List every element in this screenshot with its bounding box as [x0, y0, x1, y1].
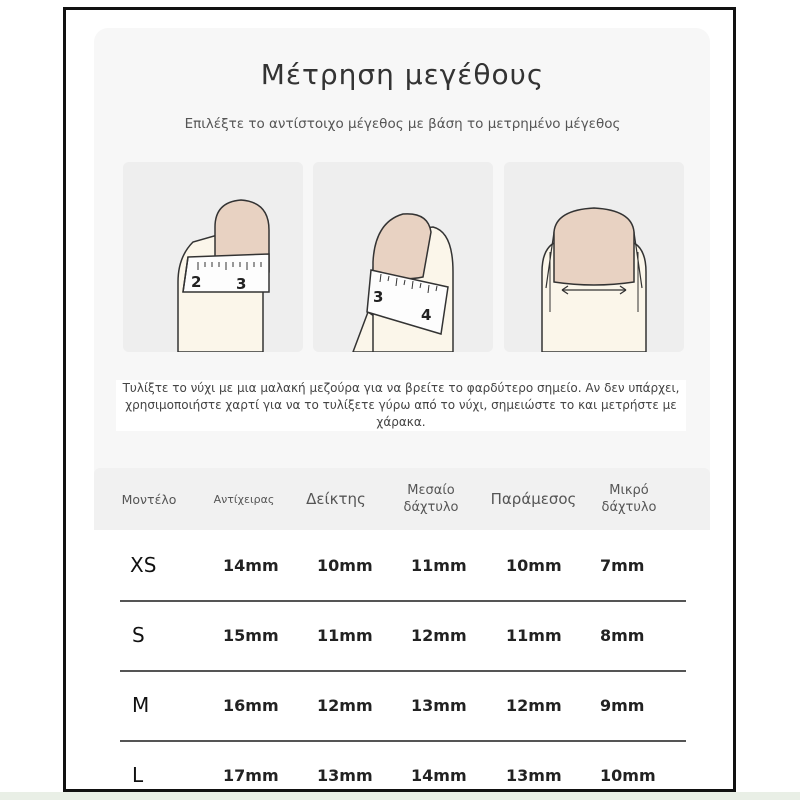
nail-width-illustration — [504, 162, 684, 352]
header-model: Μοντέλο — [121, 491, 177, 507]
cell-ring: 11mm — [506, 625, 562, 645]
page-subtitle: Επιλέξτε το αντίστοιχο μέγεθος με βάση το μετρημένο μέγεθος — [184, 116, 621, 132]
header-middle: Μεσαίο δάχτυλο — [403, 483, 459, 515]
finger-tape-illustration — [123, 162, 303, 352]
size-table — [94, 468, 710, 792]
figure-measure-width — [504, 162, 684, 352]
cell-little: 9mm — [600, 695, 645, 715]
cell-middle: 11mm — [411, 555, 467, 575]
header-ring: Παράμεσος — [490, 489, 577, 508]
cell-middle: 12mm — [411, 625, 467, 645]
size-guide-frame — [63, 7, 736, 792]
cell-middle: 14mm — [411, 765, 467, 785]
tape-mark: 4 — [421, 306, 432, 324]
cell-index: 12mm — [317, 695, 373, 715]
cell-thumb: 14mm — [223, 555, 279, 575]
cell-thumb: 17mm — [223, 765, 279, 785]
cell-index: 13mm — [317, 765, 373, 785]
cell-little: 8mm — [600, 625, 645, 645]
figure-measure-tape-side — [123, 162, 303, 352]
finger-tape-angle-illustration — [313, 162, 493, 352]
cell-index: 10mm — [317, 555, 373, 575]
table-row — [120, 530, 686, 602]
cell-ring: 13mm — [506, 765, 562, 785]
bottom-strip — [0, 792, 800, 800]
table-row — [120, 740, 686, 792]
table-row — [120, 670, 686, 742]
cell-middle: 13mm — [411, 695, 467, 715]
cell-ring: 12mm — [506, 695, 562, 715]
size-table-body — [94, 530, 710, 792]
header-little: Μικρό δάχτυλο — [601, 483, 657, 515]
header-thumb: Αντίχειρας — [213, 492, 275, 506]
cell-size: L — [132, 763, 144, 787]
figure-measure-tape-angle — [313, 162, 493, 352]
header-index: Δείκτης — [306, 489, 366, 508]
cell-little: 10mm — [600, 765, 656, 785]
cell-thumb: 15mm — [223, 625, 279, 645]
cell-ring: 10mm — [506, 555, 562, 575]
cell-little: 7mm — [600, 555, 645, 575]
cell-index: 11mm — [317, 625, 373, 645]
cell-size: S — [132, 623, 145, 647]
tape-mark: 3 — [373, 288, 384, 306]
tape-mark: 2 — [191, 273, 202, 291]
size-table-header — [94, 468, 710, 530]
page-title: Μέτρηση μεγέθους — [260, 58, 545, 91]
measurement-instructions: Τυλίξτε το νύχι με μια μαλακή μεζούρα για να βρείτε το φαρδύτερο σημείο. Αν δεν υπάρχει, χρησιμοποιήστε χαρτί για να το τυλίξετε γύρω από το νύχι, σημειώστε το και μετρήστε με χάρακα. — [116, 380, 686, 431]
cell-size: M — [132, 693, 150, 717]
cell-thumb: 16mm — [223, 695, 279, 715]
cell-size: XS — [130, 553, 157, 577]
table-row — [120, 600, 686, 672]
tape-mark: 3 — [236, 275, 247, 293]
